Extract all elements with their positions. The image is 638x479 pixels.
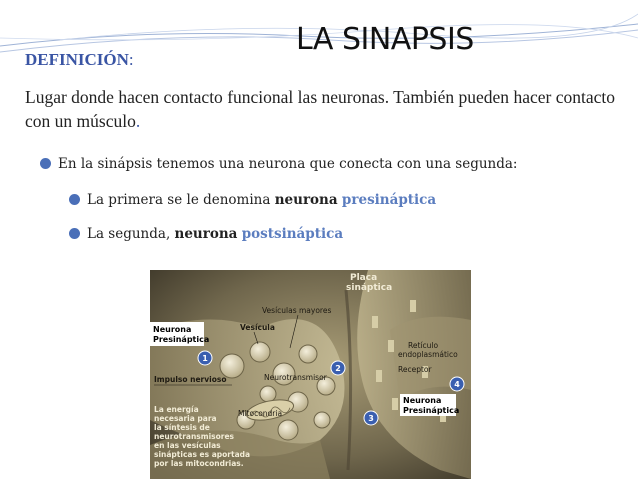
- definition-label-text: DEFINICIÓN: [25, 50, 129, 69]
- label-placa: Placa: [350, 273, 378, 283]
- caption-line: por las mitocondrias.: [154, 459, 244, 468]
- definition-text: [25, 85, 615, 133]
- label-receptor: Receptor: [398, 365, 432, 374]
- definition-body: Lugar donde hacen contacto funcional las neuronas. También pueden hacer contacto con un músculo: [25, 87, 615, 131]
- caption-line: la síntesis de: [154, 423, 210, 432]
- bullet-first-bold: neurona: [274, 192, 338, 208]
- bullet-second-prefix: La segunda,: [87, 226, 175, 242]
- bullet-first-accent: presináptica: [341, 192, 437, 208]
- label-presinaptica-right: Presináptica: [403, 406, 460, 415]
- label-neurotransmisor: Neurotransmisor: [264, 373, 327, 382]
- label-endoplasmatico: endoplasmático: [398, 350, 458, 359]
- bullet-icon: [40, 158, 51, 169]
- caption-line: neurotransmisores: [154, 432, 235, 441]
- bullet-second-accent: postsináptica: [241, 226, 344, 242]
- bullet-postsynaptic: [69, 226, 343, 242]
- step-1: 1: [202, 354, 208, 363]
- bullet-intro: [40, 156, 517, 172]
- bullet-presynaptic: [69, 192, 436, 208]
- label-vesicula: Vesícula: [240, 323, 275, 332]
- slide-title: LA SINAPSIS: [296, 22, 474, 57]
- label-sinaptica: sináptica: [346, 283, 393, 293]
- label-presinaptica-left: Presináptica: [153, 335, 210, 344]
- label-impulso: Impulso nervioso: [154, 375, 227, 384]
- step-2: 2: [335, 364, 341, 373]
- bullet-icon: [69, 228, 80, 239]
- bullet-intro-text: En la sinápsis tenemos una neurona que conecta con una segunda:: [58, 156, 518, 172]
- label-neurona-left: Neurona: [153, 325, 192, 334]
- definition-period: .: [135, 111, 141, 131]
- label-mitocondria: Mitocondria: [238, 409, 283, 418]
- label-vesiculas-mayores: Vesículas mayores: [262, 306, 332, 315]
- step-4: 4: [454, 380, 460, 389]
- synapse-diagram: [150, 270, 471, 479]
- caption-line: sinápticas es aportada: [154, 450, 251, 459]
- label-neurona-right: Neurona: [403, 396, 442, 405]
- bullet-first-prefix: La primera se le denomina: [87, 192, 275, 208]
- step-3: 3: [368, 414, 374, 423]
- caption-line: La energía: [154, 405, 199, 414]
- definition-label: [25, 50, 134, 70]
- definition-colon: :: [128, 50, 134, 69]
- caption-line: en las vesículas: [154, 441, 221, 450]
- caption-line: necesaria para: [154, 414, 217, 423]
- label-reticulo: Retículo: [408, 341, 439, 350]
- bullet-second-bold: neurona: [174, 226, 238, 242]
- bullet-icon: [69, 194, 80, 205]
- synapse-illustration: [150, 270, 471, 479]
